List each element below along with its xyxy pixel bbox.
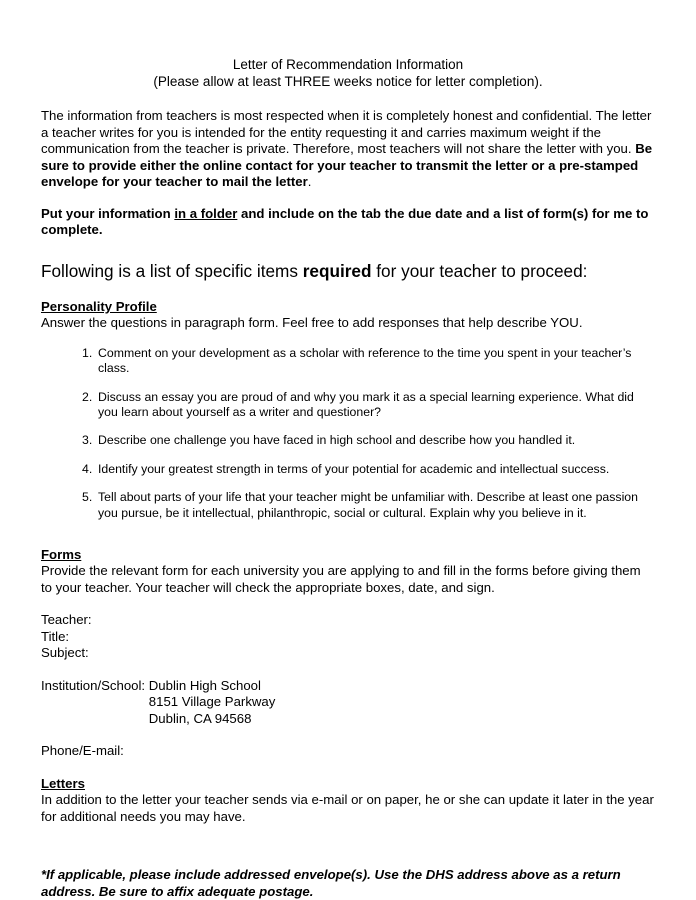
forms-section <box>41 547 655 760</box>
intro-trailing-period: . <box>307 174 312 189</box>
intro-paragraph <box>41 108 655 191</box>
forms-heading: Forms <box>41 546 82 562</box>
field-label-subject: Subject: <box>41 645 89 661</box>
folder-instruction-emphasis: in a folder <box>174 205 238 221</box>
list-item: Describe one challenge you have faced in high school and describe how you handled it. <box>98 433 576 448</box>
folder-instruction-prefix: Put your information <box>41 205 175 221</box>
address-line-school: Dublin High School <box>148 677 261 693</box>
institution-label: Institution/School: <box>41 677 146 693</box>
address-line-street: 8151 Village Parkway <box>148 694 276 710</box>
intro-plain-text: The information from teachers is most respected when it is completely honest and confidential. The letter a teacher writes for you is intended for the entity requesting it and carries maximum weight if the communication from the teacher is private. Therefore, most teachers will not share the letter with you. <box>41 108 652 156</box>
field-label-phone-email: Phone/E-mail: <box>41 743 124 759</box>
institution-address-block <box>41 678 655 728</box>
required-items-lead-emphasis: required <box>302 260 372 281</box>
field-label-title: Title: <box>41 628 70 644</box>
personality-profile-intro: Answer the questions in paragraph form. Feel free to add responses that help describe YOU. <box>41 315 583 331</box>
document-header <box>41 0 655 90</box>
field-label-teacher: Teacher: <box>41 612 92 628</box>
personality-profile-heading: Personality Profile <box>41 298 157 314</box>
folder-instruction-suffix: and include on the tab the due date and a list of form(s) for me to complete. <box>41 205 649 237</box>
letters-body: In addition to the letter your teacher sends via e-mail or on paper, he or she can update it later in the year for additional needs you may have. <box>41 792 654 824</box>
document-subtitle: (Please allow at least THREE weeks notice for letter completion). <box>153 74 543 89</box>
institution-address-lines <box>149 678 276 728</box>
forms-field-list <box>41 612 655 662</box>
required-items-lead-suffix: for your teacher to proceed: <box>371 260 588 281</box>
letters-heading: Letters <box>41 775 85 791</box>
forms-intro: Provide the relevant form for each university you are applying to and fill in the forms before giving them to your teacher. Your teacher will check the appropriate boxes, date, and sign. <box>41 563 641 595</box>
required-items-lead <box>41 260 655 282</box>
folder-instruction-paragraph <box>41 206 655 239</box>
envelope-footnote: *If applicable, please include addressed envelope(s). Use the DHS address above as a return address. Be sure to affix adequate postage. <box>41 867 621 899</box>
address-line-city-state-zip: Dublin, CA 94568 <box>148 710 252 726</box>
list-item: Tell about parts of your life that your teacher might be unfamiliar with. Describe at least one passion you pursue, be it intellectual, philanthropic, social or cultural. Explain why you believe in it. <box>98 490 638 520</box>
list-item: Comment on your development as a scholar with reference to the time you spent in your teacher’s class. <box>98 345 632 376</box>
personality-profile-question-list <box>41 346 655 521</box>
document-title: Letter of Recommendation Information <box>232 57 464 72</box>
intro-bold-text: Be sure to provide either the online contact for your teacher to transmit the letter or a pre-stamped envelope for your teacher to mail the letter <box>41 141 653 189</box>
required-items-lead-prefix: Following is a list of specific items <box>41 260 303 281</box>
list-item: Discuss an essay you are proud of and why you mark it as a special learning experience. What did you learn about yourself as a writer and questioner? <box>98 389 634 419</box>
list-item: Identify your greatest strength in terms of your potential for academic and intellectual success. <box>98 461 610 476</box>
